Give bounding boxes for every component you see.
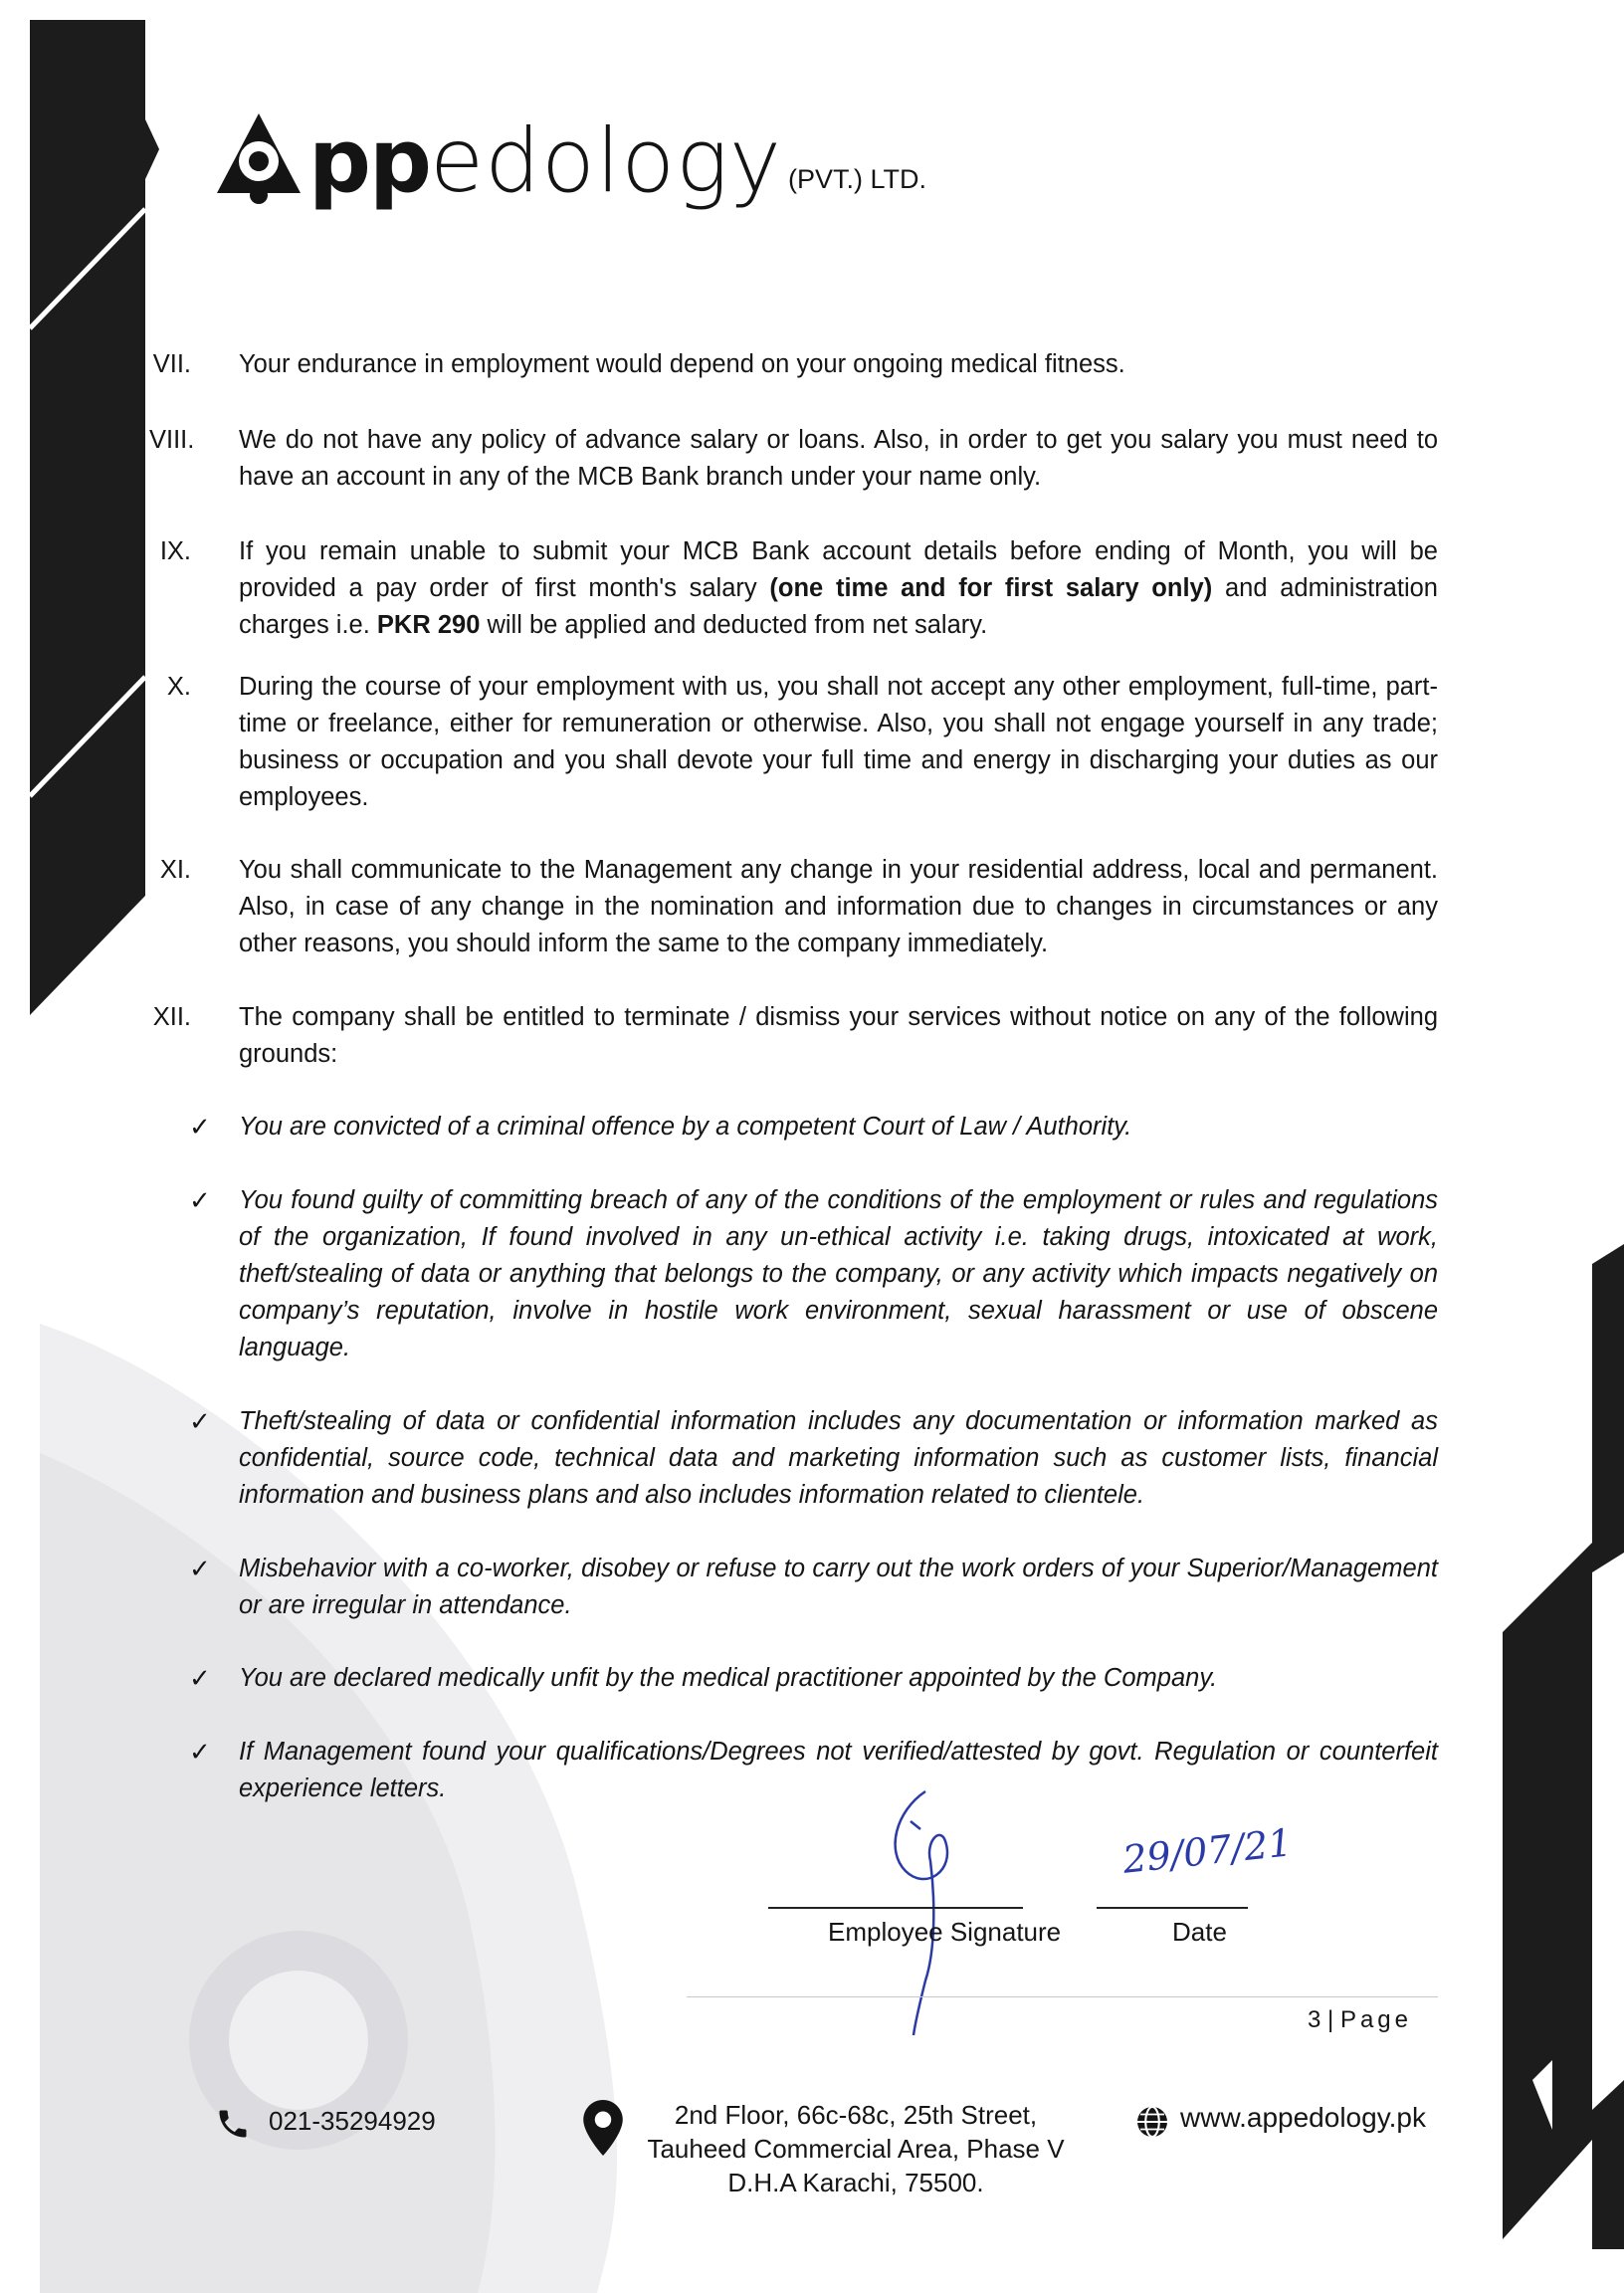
footer-address: 2nd Floor, 66c-68c, 25th Street, Tauheed Commercial Area, Phase V D.H.A Karachi, 75500. — [647, 2100, 1065, 2197]
employee-signature-label: Employee Signature — [828, 1917, 1062, 1947]
bold-phrase: (one time and for first salary only) — [769, 574, 1213, 602]
ground-item — [189, 1109, 1438, 1146]
handwritten-date: 29/07/21 — [1120, 1820, 1295, 1882]
employee-signature-line — [768, 1907, 1023, 1909]
clause-vii — [149, 346, 1438, 383]
page-number-label: Page — [1339, 2006, 1412, 2033]
clause-number: IX. — [159, 537, 191, 565]
phone-icon — [215, 2106, 251, 2142]
logo-suffix: (PVT.) LTD. — [788, 164, 927, 194]
clause-number: XI. — [159, 856, 191, 884]
clause-xi — [149, 852, 1438, 962]
checkmark-icon: ✓ — [189, 1554, 211, 1583]
ground-item — [189, 1551, 1438, 1624]
clause-text: If you remain unable to submit your MCB Bank account details before ending of Month, you will be provided a pay order of first month's salary (one time and for first salary only) and administration charges i.e. PKR 290 will be applied and deducted from net salary. — [239, 537, 1438, 639]
globe-icon — [1134, 2104, 1170, 2140]
date-label: Date — [1172, 1917, 1227, 1947]
handwritten-signature — [866, 1781, 985, 2040]
checkmark-icon: ✓ — [189, 1406, 211, 1436]
clause-text: During the course of your employment with us, you shall not accept any other employment, full-time, part-time or freelance, either for remuneration or otherwise. Also, you shall not engage yourself in any trade; business or occupation and you shall devote your full time and energy in discharging your duties as our employees. — [239, 673, 1438, 811]
clause-viii — [149, 422, 1438, 496]
clause-number: X. — [166, 673, 191, 701]
clause-ix — [149, 533, 1438, 644]
clause-number: VIII. — [149, 426, 195, 454]
ground-text: Theft/stealing of data or confidential information includes any documentation or information marked as confidential, source code, technical data and marketing information such as customer lists, financial information and business plans and also includes information related to clientele. — [239, 1407, 1438, 1509]
ground-item — [189, 1182, 1438, 1366]
page-number-value: 3 — [1308, 2006, 1321, 2033]
bold-amount: PKR 290 — [376, 611, 481, 639]
logo-text-bold: pp — [308, 109, 430, 212]
clause-number: XII. — [152, 1003, 191, 1031]
checkmark-icon: ✓ — [189, 1737, 211, 1767]
clause-text: You shall communicate to the Management any change in your residential address, local and permanent. Also, in case of any change in the nomination and information due to changes in circumstances or any other reasons, you should inform the same to the company immediately. — [239, 856, 1438, 957]
clause-text: The company shall be entitled to terminate / dismiss your services without notice on any of the following grounds: — [239, 1003, 1438, 1068]
clause-xii — [149, 999, 1438, 1073]
checkmark-icon: ✓ — [189, 1663, 211, 1693]
ground-item — [189, 1734, 1438, 1807]
logo-text-light: edology — [429, 109, 782, 212]
footer-website: www.appedology.pk — [1180, 2102, 1426, 2133]
checkmark-icon: ✓ — [189, 1112, 211, 1142]
clause-x — [149, 669, 1438, 816]
ground-item — [189, 1403, 1438, 1514]
ground-text: If Management found your qualifications/Degrees not verified/attested by govt. Regulation or counterfeit experience letters. — [239, 1738, 1438, 1802]
checkmark-icon: ✓ — [189, 1185, 211, 1215]
clause-number: VII. — [152, 350, 191, 378]
clause-text: We do not have any policy of advance salary or loans. Also, in order to get you salary you must need to have an account in any of the MCB Bank branch under your name only. — [239, 426, 1438, 491]
ground-text: Misbehavior with a co-worker, disobey or refuse to carry out the work orders of your Superior/Management or are irregular in attendance. — [239, 1555, 1438, 1619]
ground-text: You are convicted of a criminal offence by a competent Court of Law / Authority. — [239, 1113, 1132, 1141]
ground-item — [189, 1660, 1438, 1697]
page-number: 3 | Page — [1308, 2006, 1412, 2033]
footer-phone: 021-35294929 — [269, 2106, 436, 2136]
company-logo — [213, 96, 927, 212]
logo-mark-icon — [213, 109, 304, 205]
ground-text: You are declared medically unfit by the medical practitioner appointed by the Company. — [239, 1664, 1218, 1692]
ground-text: You found guilty of committing breach of any of the conditions of the employment or rules and regulations of the organization, If found involved in any un-ethical activity i.e. taking drugs, intoxicated at work, theft/stealing of data or anything that belongs to the company, or any activity which impacts negatively on company’s reputation, involve in hostile work environment, sexual harassment or use of obscene language. — [239, 1186, 1438, 1361]
date-line — [1097, 1907, 1248, 1909]
footer-rule — [687, 1996, 1438, 1997]
clause-text: Your endurance in employment would depend on your ongoing medical fitness. — [239, 350, 1125, 378]
